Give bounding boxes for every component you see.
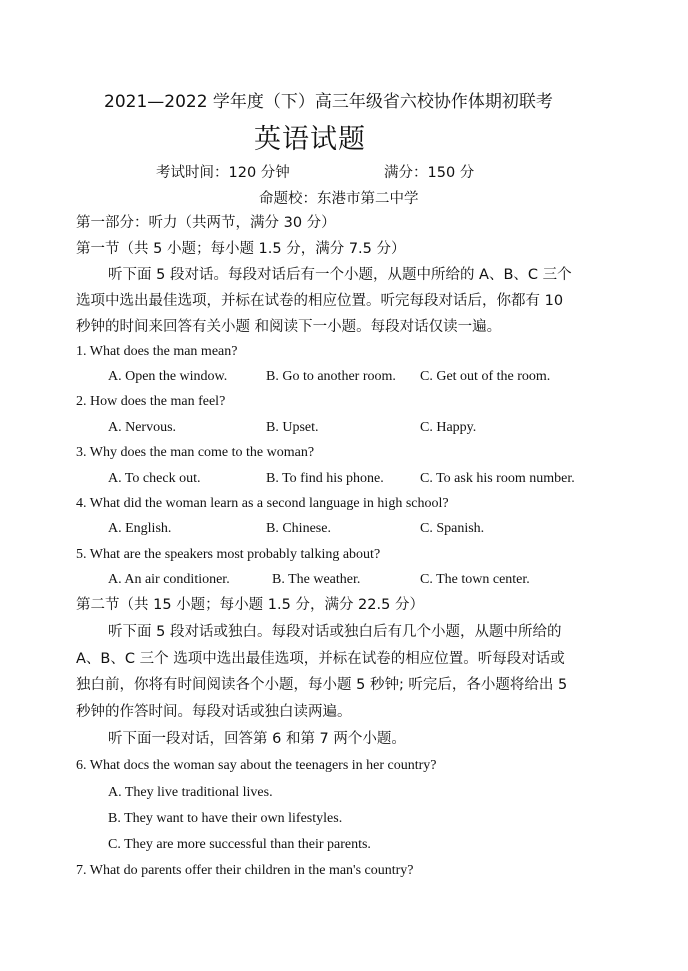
question-2-option-c: C. Happy. — [420, 420, 477, 435]
question-2: 2. How does the man feel? — [76, 394, 226, 409]
sub-instruction: 听下面一段对话，回答第 6 和第 7 两个小题。 — [108, 731, 406, 747]
question-3: 3. Why does the man come to the woman? — [76, 445, 315, 460]
question-1-option-c: C. Get out of the room. — [420, 369, 551, 384]
section1-instruction-line: 选项中选出最佳选项，并标在试卷的相应位置。听完每段对话后，你都有 10 — [76, 293, 564, 309]
question-4-option-a: A. English. — [108, 521, 172, 536]
question-4-option-b: B. Chinese. — [266, 521, 331, 536]
question-4-option-c: C. Spanish. — [420, 521, 485, 536]
question-1-option-b: B. Go to another room. — [266, 369, 396, 384]
question-3-option-b: B. To find his phone. — [266, 471, 384, 486]
question-6-option-b: B. They want to have their own lifestyles. — [108, 811, 343, 826]
question-3-option-c: C. To ask his room number. — [420, 471, 575, 486]
subject-title: 英语试题 — [254, 124, 366, 155]
question-3-option-a: A. To check out. — [108, 471, 201, 486]
section2-instruction-line: 听下面 5 段对话或独白。每段对话或独白后有几个小题，从题中所给的 — [108, 624, 562, 640]
section1-instruction-line: 听下面 5 段对话。每段对话后有一个小题，从题中所给的 A、B、C 三个 — [108, 267, 572, 283]
section2-title: 第二节（共 15 小题；每小题 1.5 分，满分 22.5 分） — [76, 597, 424, 613]
section1-instruction-line: 秒钟的时间来回答有关小题 和阅读下一小题。每段对话仅读一遍。 — [76, 319, 502, 335]
question-7: 7. What do parents offer their children in the man's country? — [76, 863, 414, 878]
question-1: 1. What does the man mean? — [76, 344, 238, 359]
exam-score: 满分：150 分 — [384, 165, 475, 181]
question-5: 5. What are the speakers most probably talking about? — [76, 547, 381, 562]
section2-instruction-line: 独白前，你将有时间阅读各个小题，每小题 5 秒钟; 听完后，各小题将给出 5 — [76, 677, 568, 693]
setting-school: 命题校：东港市第二中学 — [259, 191, 419, 207]
question-6-option-c: C. They are more successful than their parents. — [108, 837, 371, 852]
question-6-option-a: A. They live traditional lives. — [108, 785, 273, 800]
section2-instruction-line: A、B、C 三个 选项中选出最佳选项，并标在试卷的相应位置。听每段对话或 — [76, 651, 565, 667]
section1-title: 第一节（共 5 小题；每小题 1.5 分，满分 7.5 分） — [76, 241, 406, 257]
section2-instruction-line: 秒钟的作答时间。每段对话或独白读两遍。 — [76, 704, 352, 720]
question-1-option-a: A. Open the window. — [108, 369, 228, 384]
question-5-option-c: C. The town center. — [420, 572, 530, 587]
question-5-option-b: B. The weather. — [272, 572, 361, 587]
question-4: 4. What did the woman learn as a second language in high school? — [76, 496, 449, 511]
exam-time: 考试时间：120 分钟 — [156, 165, 290, 181]
part1-title: 第一部分：听力（共两节，满分 30 分） — [76, 215, 336, 231]
question-2-option-a: A. Nervous. — [108, 420, 177, 435]
question-2-option-b: B. Upset. — [266, 420, 319, 435]
question-6: 6. What docs the woman say about the teenagers in her country? — [76, 758, 437, 773]
question-5-option-a: A. An air conditioner. — [108, 572, 230, 587]
exam-title: 2021—2022 学年度（下）高三年级省六校协作体期初联考 — [104, 92, 553, 112]
